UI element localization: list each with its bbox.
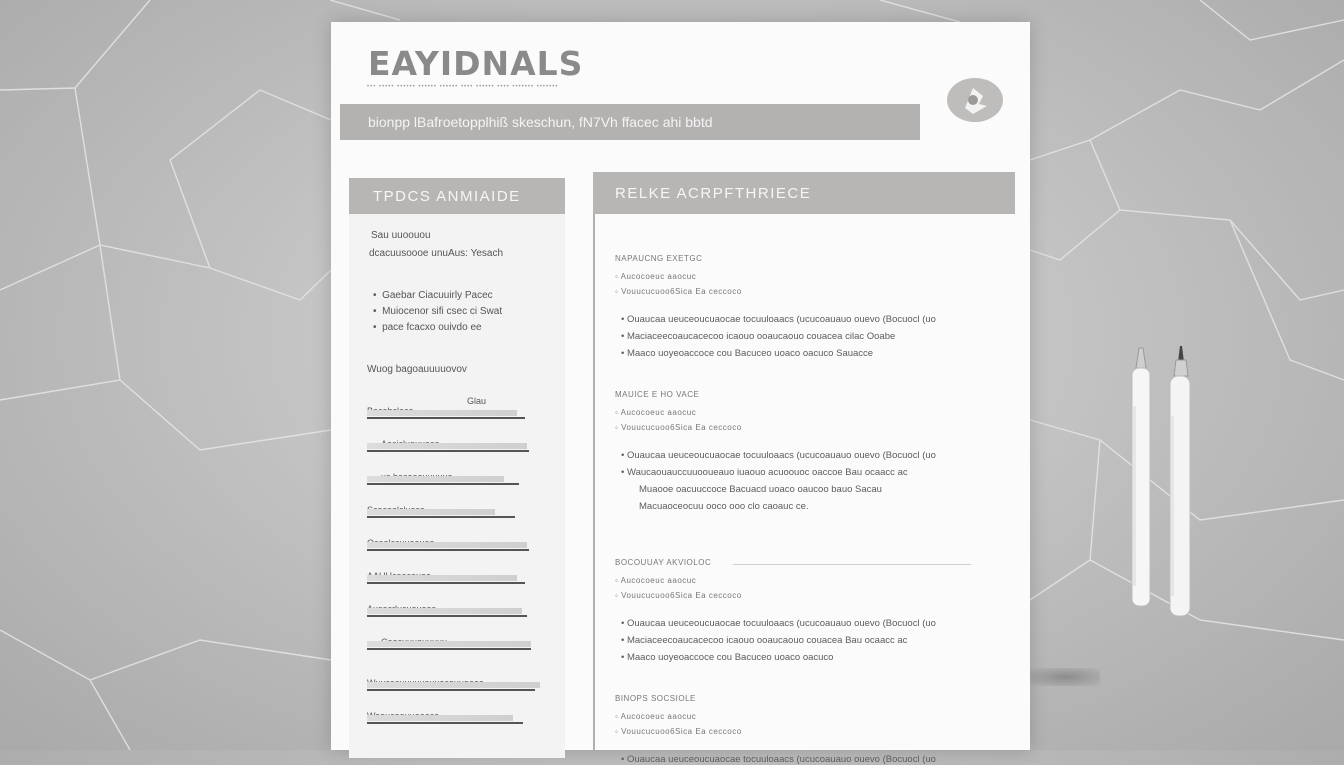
skills-heading: Wuog bagoauuuuovov [367,364,467,375]
meta-bullet-icon: ◦ [615,576,621,585]
skill-level-fill [367,417,525,419]
meta-bullet-icon: ◦ [615,287,622,296]
description-line [621,467,908,478]
bullet-icon: • [621,331,627,342]
description-text: Maaco uoyeoaccoce cou Bacuceo uoaco oacuco [626,652,834,663]
pen-shadow [1030,668,1100,686]
meta-bullet-icon: ◦ [615,712,621,721]
left-column [349,178,565,758]
description-line [621,450,936,461]
skill-level-fill [367,722,523,724]
section-meta [615,408,696,417]
section-meta [615,272,696,281]
skill-level-fill [367,582,525,584]
skill-level-fill [367,483,519,485]
section-title: BINOPS SOCSIOLE [615,694,696,703]
skill-bar [367,410,517,416]
section-rule [733,564,971,565]
description-line [621,348,873,359]
candidate-name: EAYIDNALS [368,44,584,83]
skill-bar [367,715,513,721]
bullet-icon: • [621,618,627,629]
skill-level-fill [367,450,529,452]
description-line [639,501,809,512]
intro-line-2: dcacuusoooe unuAus: Yesach [369,248,503,259]
meta-text: Vouucucuoo6Sica Ea ceccoco [621,591,742,600]
contact-bar [340,104,920,140]
description-line [621,652,833,663]
skill-level-fill [367,648,531,650]
right-column [593,172,1015,765]
bullet-2-text: Muiocenor sifi csec ci Swat [382,306,503,317]
left-column-heading [349,178,565,214]
description-line [621,754,936,765]
bullet-3: • pace fcacxo ouivdo ee [373,322,482,333]
resume-sheet [331,22,1030,765]
description-line [621,314,936,325]
subtitle-text: ••• ••••• •••••• •••••• •••••• •••• •••••• •••• ••••••• ••••••• [367,84,559,90]
right-column-heading [593,172,1015,214]
bullet-icon: • [621,467,627,478]
meta-text: Vouucucuoo6Sica Ea ceccoco [621,727,742,736]
skill-tag: Glau [467,396,487,406]
skill-level-fill [367,516,515,518]
section-meta [615,712,696,721]
section-meta [615,287,742,296]
meta-bullet-icon: ◦ [615,591,622,600]
bullet-1-text: Gaebar Ciacuuirly Pacec [382,290,493,301]
bullet-icon: • [621,754,627,765]
skill-level-fill [367,615,527,617]
skill-bar [367,509,495,515]
description-line [621,635,907,646]
description-text: Ouaucaa ueuceoucuaocae tocuuloaacs (ucucoauauo ouevo (Bocuocl (uo [626,450,936,461]
section-title: NAPAUCNG EXETGC [615,254,703,263]
bullet-icon: • [621,314,627,325]
bullet-3-text: pace fcacxo ouivdo ee [382,322,482,333]
bullet-1: • Gaebar Ciacuuirly Pacec [373,290,493,301]
section-meta [615,727,742,736]
contact-text: bionpp lBafroetopplhiß skeschun, fN7Vh ffacec ahi bbtd [368,114,713,130]
pen-left-icon [1124,346,1158,612]
meta-text: Aucocoeuc aaocuc [620,576,697,585]
skill-level-fill [367,689,535,691]
skill-bar [367,443,527,449]
description-text: Maciaceecoaucacecoo icaouo ooaucaouo couacea cilac Ooabe [626,331,896,342]
bullet-icon: • [621,450,627,461]
pen-right-icon [1160,346,1194,622]
meta-bullet-icon: ◦ [615,272,621,281]
description-text: Ouaucaa ueuceoucuaocae tocuuloaacs (ucucoauauo ouevo (Bocuocl (uo [626,754,936,765]
meta-bullet-icon: ◦ [615,727,622,736]
meta-text: Vouucucuoo6Sica Ea ceccoco [621,287,742,296]
section-title: MAUICE E HO VACE [615,390,700,399]
skill-bar [367,575,517,581]
skill-bar [367,682,540,688]
bullet-icon: • [621,348,627,359]
section-title: BOCOUUAY AKVIOLOC [615,558,712,567]
bullet-2: • Muiocenor sifi csec ci Swat [373,306,503,317]
section-meta [615,591,742,600]
left-heading-text: TPDCS ANMIAIDE [373,188,521,205]
intro-line-1: Sau uuoouou [371,230,431,241]
meta-text: Aucocoeuc aaocuc [620,712,697,721]
meta-bullet-icon: ◦ [615,423,622,432]
description-text: Ouaucaa ueuceoucuaocae tocuuloaacs (ucucoauauo ouevo (Bocuocl (uo [626,314,936,325]
description-text: Maaco uoyeoaccoce cou Bacuceo uoaco oacuco Sauacce [626,348,874,359]
description-line [621,331,895,342]
section-meta [615,423,742,432]
description-text: Maciaceecoaucacecoo icaouo ooaucaouo couacea Bau ocaacc ac [626,635,908,646]
meta-text: Aucocoeuc aaocuc [620,272,697,281]
description-text: Macuaoceocuu ooco ooo clo caoauc ce. [639,501,809,512]
right-heading-text: RELKE ACRPFTHRIECE [615,185,812,202]
skill-bar [367,608,522,614]
skill-bar [367,476,504,482]
skill-level-fill [367,549,529,551]
meta-text: Vouucucuoo6Sica Ea ceccoco [621,423,742,432]
description-text: Muaooe oacuuccoce Bacuacd uoaco oaucoo bauo Sacau [639,484,882,495]
section-meta [615,576,696,585]
meta-text: Aucocoeuc aaocuc [620,408,697,417]
skill-bar [367,542,527,548]
bullet-icon: • [621,652,627,663]
bullet-icon: • [621,635,627,646]
meta-bullet-icon: ◦ [615,408,621,417]
description-line [621,618,936,629]
description-text: Waucaouauccuuooueauo iuaouo acuoouoc oaccoe Bau ocaacc ac [626,467,908,478]
logo-icon [943,74,1005,126]
description-text: Ouaucaa ueuceoucuaocae tocuuloaacs (ucucoauauo ouevo (Bocuocl (uo [626,618,936,629]
skill-bar [367,641,531,647]
description-line [639,484,882,495]
